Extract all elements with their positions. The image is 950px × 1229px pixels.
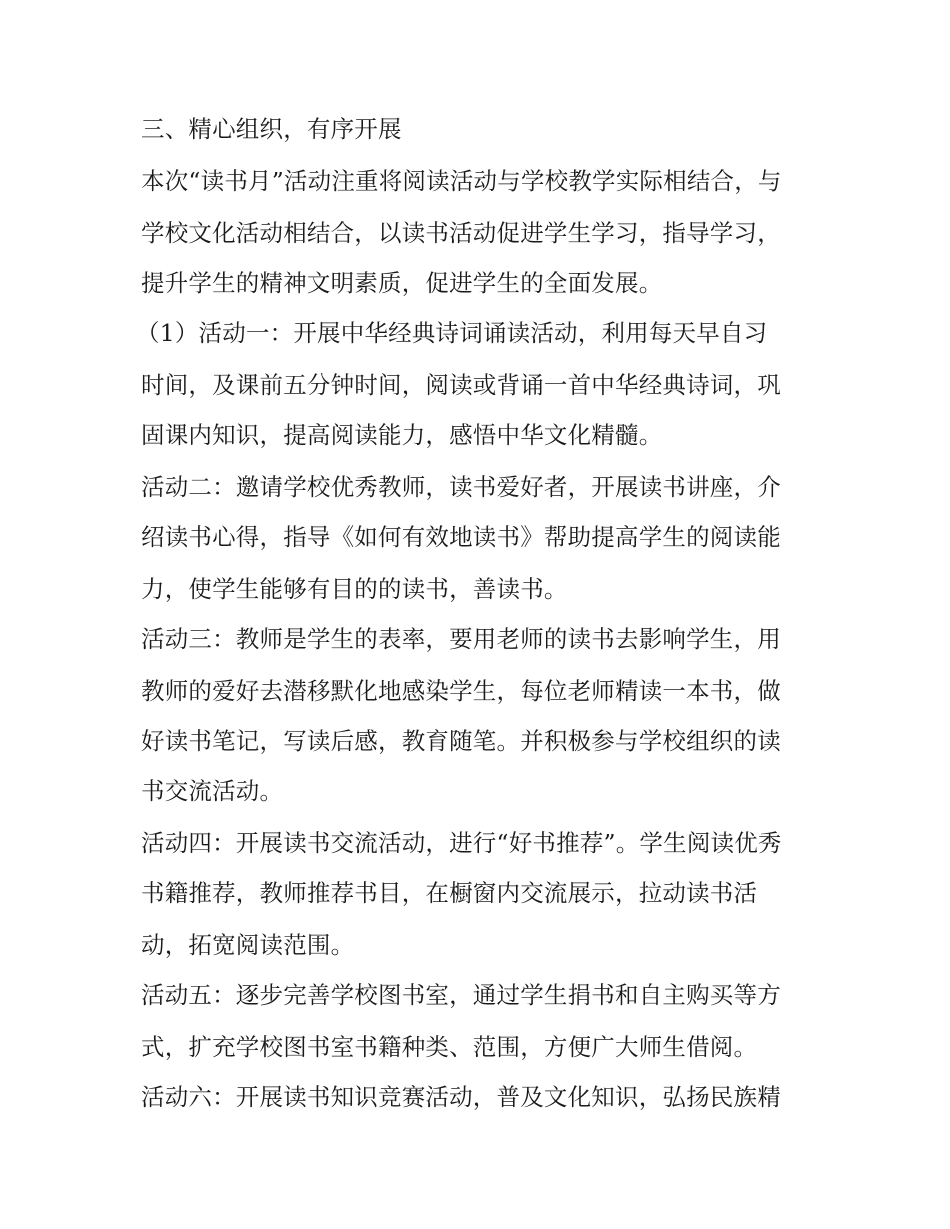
text-line: 绍读书心得，指导《如何有效地读书》帮助提高学生的阅读能 <box>141 523 781 551</box>
text-line: 提升学生的精神文明素质，促进学生的全面发展。 <box>141 269 663 297</box>
text-line: 式，扩充学校图书室书籍种类、范围，方便广大师生借阅。 <box>141 1033 758 1061</box>
text-line: 活动三：教师是学生的表率，要用老师的读书去影响学生，用 <box>141 625 781 653</box>
text-line: （1）活动一：开展中华经典诗词诵读活动，利用每天早自习 <box>136 319 768 347</box>
text-line: 活动二：邀请学校优秀教师，读书爱好者，开展读书讲座，介 <box>141 473 781 501</box>
text-line: 学校文化活动相结合，以读书活动促进学生学习，指导学习， <box>141 219 781 247</box>
text-line: 力，使学生能够有目的的读书，善读书。 <box>141 575 568 603</box>
text-line: 书籍推荐，教师推荐书目，在橱窗内交流展示，拉动读书活 <box>141 879 758 907</box>
text-line: 动，拓宽阅读范围。 <box>141 931 355 959</box>
text-line: 教师的爱好去潜移默化地感染学生，每位老师精读一本书，做 <box>141 677 781 705</box>
text-line: 活动五：逐步完善学校图书室，通过学生捐书和自主购买等方 <box>141 981 781 1009</box>
text-line: 活动四：开展读书交流活动，进行“好书推荐”。学生阅读优秀 <box>141 829 782 857</box>
text-line: 本次“读书月”活动注重将阅读活动与学校教学实际相结合，与 <box>141 167 782 195</box>
section-heading: 三、精心组织，有序开展 <box>141 115 402 143</box>
text-line: 书交流活动。 <box>141 777 284 805</box>
text-line: 好读书笔记，写读后感，教育随笔。并积极参与学校组织的读 <box>141 727 781 755</box>
text-line: 固课内知识，提高阅读能力，感悟中华文化精髓。 <box>141 421 663 449</box>
text-line: 活动六：开展读书知识竞赛活动，普及文化知识，弘扬民族精 <box>141 1083 781 1111</box>
text-line: 时间，及课前五分钟时间，阅读或背诵一首中华经典诗词，巩 <box>141 371 781 399</box>
